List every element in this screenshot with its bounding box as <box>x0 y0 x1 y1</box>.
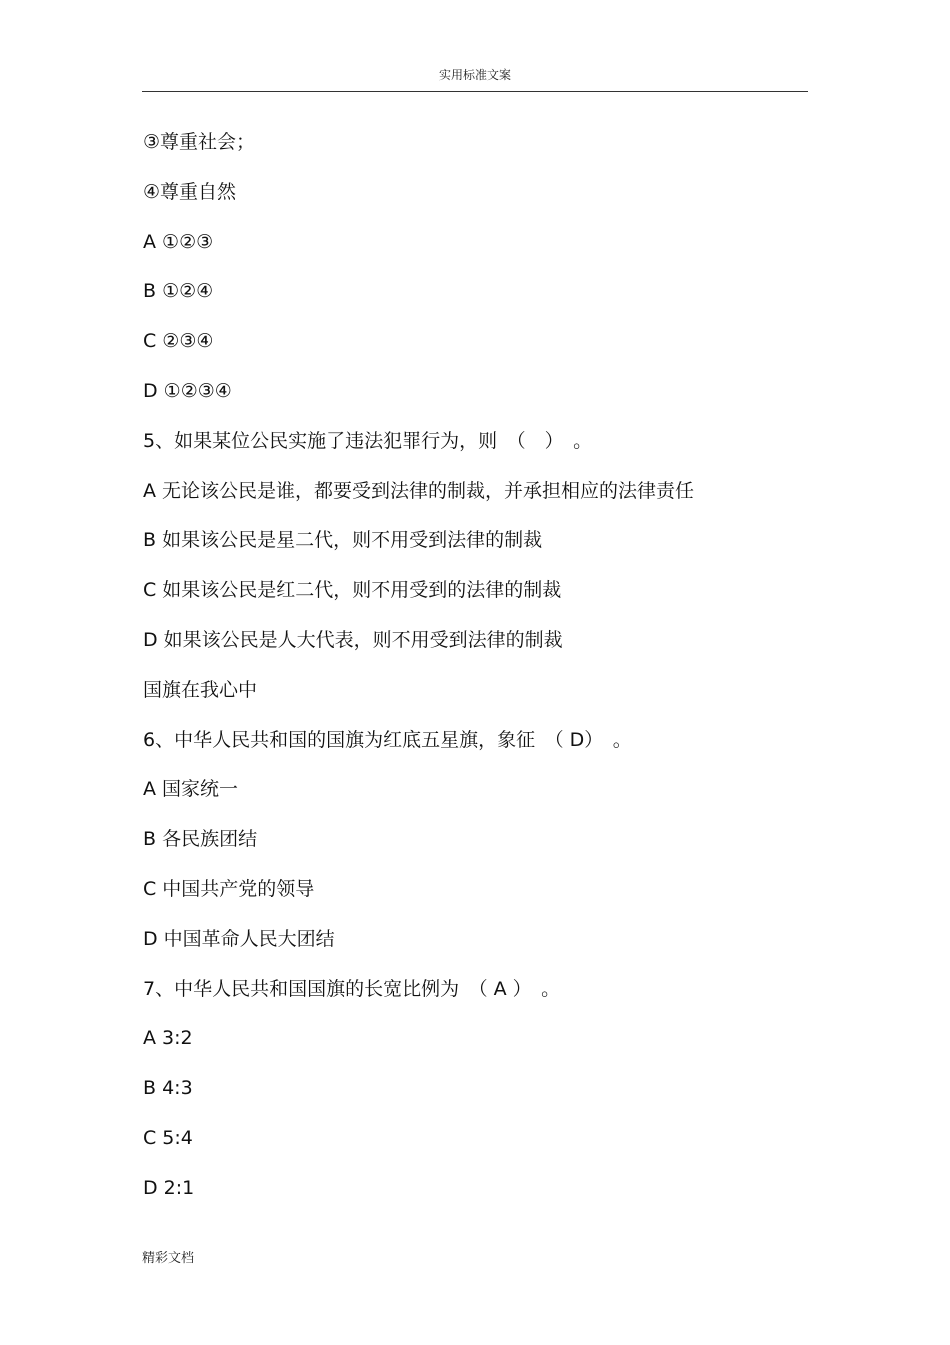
answer-option: C 如果该公民是红二代，则不用受到的法律的制裁 <box>143 579 562 602</box>
answer-option: A ①②③ <box>143 230 214 253</box>
document-body <box>143 122 823 1218</box>
answer-option: D 中国革命人民大团结 <box>143 927 335 950</box>
question-6: 6、中华人民共和国的国旗为红底五星旗，象征 （ D） 。 <box>143 728 632 751</box>
answer-option: D ①②③④ <box>143 379 232 402</box>
question-7: 7、中华人民共和国国旗的长宽比例为 （ A ） 。 <box>143 977 561 1000</box>
answer-option: B 4:3 <box>143 1077 193 1100</box>
answer-option: B 如果该公民是星二代，则不用受到法律的制裁 <box>143 529 543 552</box>
answer-option: D 2:1 <box>143 1176 195 1199</box>
answer-option: C ②③④ <box>143 330 214 353</box>
answer-option: B 各民族团结 <box>143 828 258 851</box>
answer-option: D 如果该公民是人大代表，则不用受到法律的制裁 <box>143 628 563 651</box>
page-footer: 精彩文档 <box>142 1251 195 1266</box>
page-header: 实用标准文案 <box>438 68 511 82</box>
answer-option: C 中国共产党的领导 <box>143 877 315 900</box>
answer-option: A 无论该公民是谁，都要受到法律的制裁，并承担相应的法律责任 <box>143 479 695 502</box>
answer-option: A 3:2 <box>143 1027 193 1050</box>
answer-option: A 国家统一 <box>143 778 239 801</box>
question-5: 5、如果某位公民实施了违法犯罪行为，则 （ ） 。 <box>143 429 593 452</box>
answer-option: B ①②④ <box>143 280 214 303</box>
option-line: ③尊重社会； <box>143 131 256 153</box>
answer-option: C 5:4 <box>143 1126 193 1149</box>
section-heading: 国旗在我心中 <box>143 678 258 701</box>
option-line: ④尊重自然 <box>143 180 237 203</box>
header-divider <box>142 91 808 92</box>
